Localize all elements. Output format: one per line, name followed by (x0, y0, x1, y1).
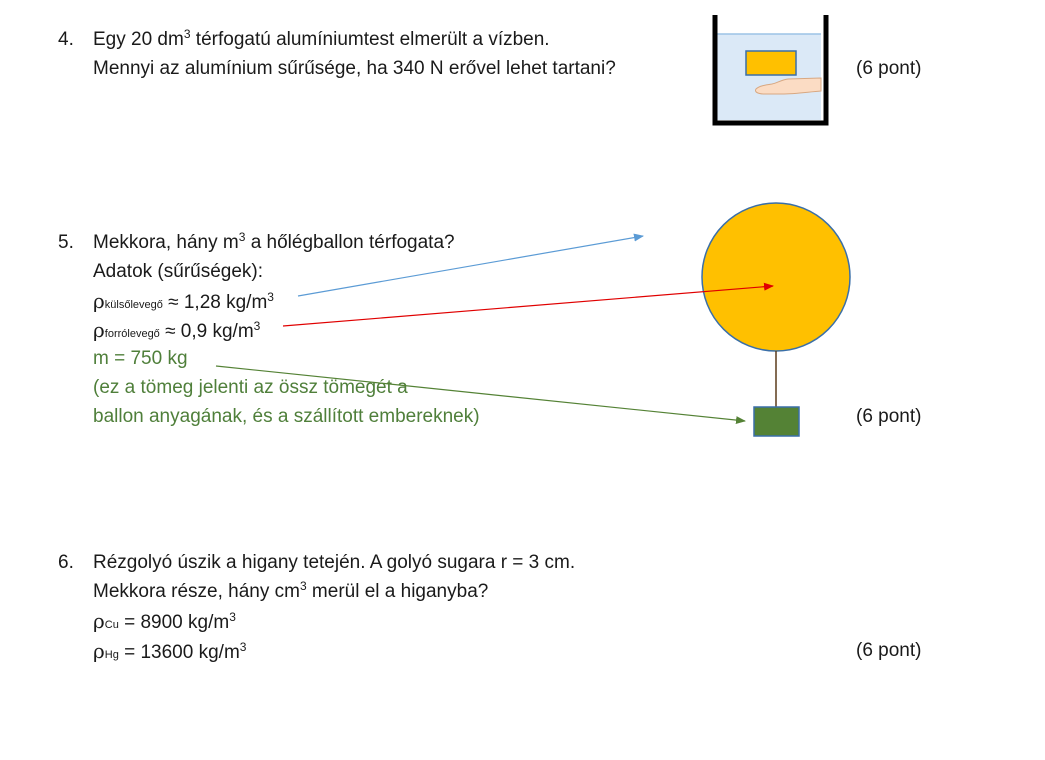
mass-value: m = 750 kg (93, 348, 188, 369)
aluminium-block (746, 51, 796, 75)
problem-4-points: (6 pont) (856, 58, 922, 79)
problem-5-line-2: Adatok (sűrűségek): (93, 261, 264, 282)
water (717, 34, 821, 120)
rho-mercury: ρHg = 13600 $kg/m^3$ (93, 639, 247, 663)
rho-hot-air: ρforrólevegő ≈ 0,9 $kg/m^3$ (93, 318, 261, 342)
problem-5-number: 5. (58, 232, 74, 253)
arrow-red-to-balloon (283, 286, 773, 326)
problem-4-line-2: Mennyi az alumínium sűrűsége, ha 340 N erővel lehet tartani? (93, 58, 616, 79)
problem-6-line-2: Mekkora része, hány $cm^3$ merül el a higanyba? (93, 579, 489, 602)
water-tank-figure (715, 15, 826, 123)
rho-outer-air: ρkülsőlevegő ≈ 1,28 $kg/m^3$ (93, 289, 274, 313)
rho-copper: ρCu = 8900 $kg/m^3$ (93, 609, 236, 633)
problem-5-line-1: Mekkora, hány $m^3$ a hőlégballon térfogata? (93, 230, 455, 253)
problem-4-line-1: Egy 20 $dm^3$ térfogatú alumíniumtest elmerült a vízben. (93, 27, 550, 50)
balloon-envelope (702, 203, 850, 351)
hot-air-balloon-figure (702, 203, 850, 436)
arrow-green-to-basket (216, 366, 745, 421)
problem-6-line-1: Rézgolyó úszik a higany tetején. A golyó sugara r = 3 cm. (93, 552, 576, 573)
mass-note-line-2: ballon anyagának, és a szállított embereknek) (93, 406, 480, 427)
balloon-basket (754, 407, 799, 436)
problem-6-number: 6. (58, 552, 74, 573)
problem-6-points: (6 pont) (856, 640, 922, 661)
problem-5-points: (6 pont) (856, 406, 922, 427)
mass-note-line-1: (ez a tömeg jelenti az össz tömegét a (93, 377, 408, 398)
arrow-blue-to-air (298, 236, 643, 296)
problem-4-number: 4. (58, 29, 74, 50)
